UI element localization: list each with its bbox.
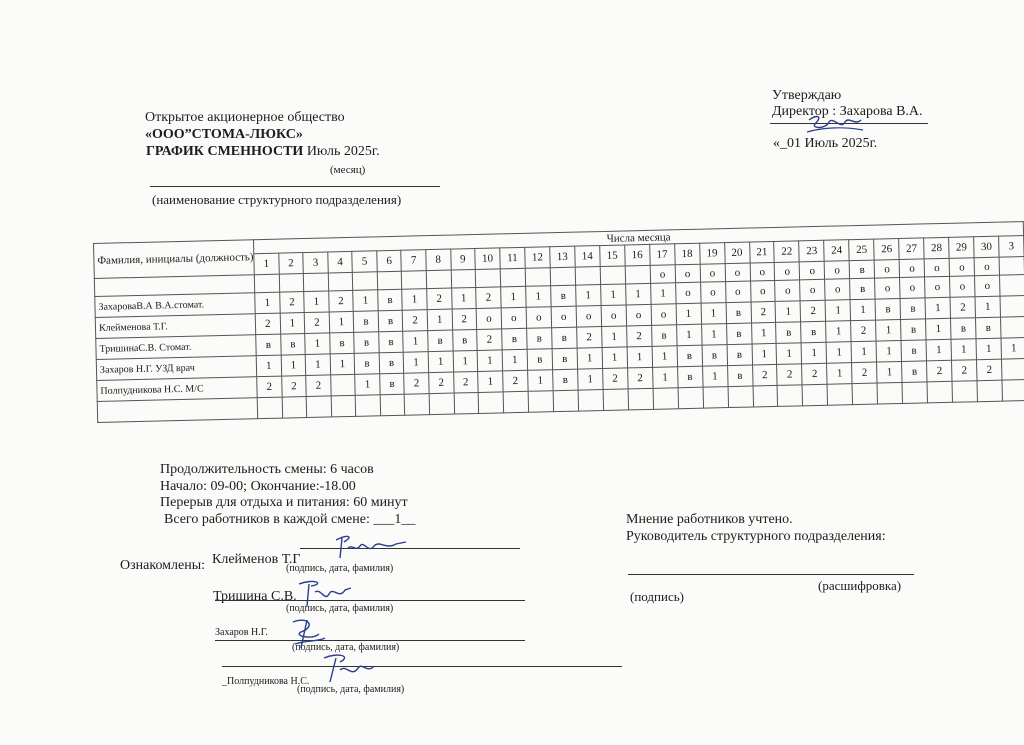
shift-cell: в [378,310,403,332]
shift-cell: 1 [627,346,652,368]
director-label: Директор : Захарова В.А. [772,104,923,119]
shift-cell: в [378,289,403,311]
day-header-cell: 26 [874,239,899,261]
shift-cell: в [726,302,751,324]
header-mark-cell [426,270,451,289]
shift-cell: 1 [451,287,476,309]
dept-line [150,186,440,187]
shift-cell: 2 [403,310,428,332]
header-mark-cell: о [924,258,949,277]
shift-cell: 1 [826,342,851,364]
approval-date: «_01 Июль 2025г. [773,136,878,151]
shift-cell: 1 [676,324,701,346]
day-header-cell: 25 [849,239,874,261]
acknowledged-label: Ознакомлены: [120,558,206,573]
shift-cell: в [900,298,925,320]
title-period: Июль 2025г. [303,144,380,159]
day-header-cell: 29 [949,237,974,259]
header-mark-cell [525,268,550,287]
empty-cell [977,380,1002,402]
shift-cell: в [379,331,404,353]
ack-caption-1: (подпись, дата, фамилия) [286,563,394,574]
empty-cell [553,390,578,412]
shift-cell: о [975,275,1000,297]
shift-cell: в [354,311,379,333]
ack-person-4: _Полпудникова Н.С. [222,676,310,687]
shift-cell: в [256,334,281,356]
shift-cell: 1 [255,292,280,314]
shift-cell: 2 [429,372,454,394]
shift-cell: 1 [925,297,950,319]
empty-cell [454,392,479,414]
shift-cell: 1 [676,303,701,325]
empty-cell [528,391,553,413]
opinion-decode-caption: (расшифровка) [818,578,902,593]
empty-cell [97,398,258,423]
employee-name: Захаров Н.Г. УЗД врач [96,356,257,381]
shift-cell: 1 [526,286,551,308]
shift-cell: 2 [576,327,601,349]
shift-cell: в [901,340,926,362]
shift-cell: 1 [826,321,851,343]
shift-cell: о [675,282,700,304]
shift-cell: 2 [802,363,827,385]
shift-cell: в [727,344,752,366]
header-mark-cell [279,274,304,293]
shift-cell: 2 [602,368,627,390]
company-type: Открытое акционерное общество [145,110,345,125]
shift-cell: в [452,329,477,351]
opinion-sign-caption: (подпись) [630,589,684,604]
shift-cell: 1 [926,339,951,361]
title-bold: ГРАФИК СМЕННОСТИ [146,144,304,159]
shift-cell: 1 [702,366,727,388]
day-header-cell: 17 [649,244,674,266]
shift-cell [1002,359,1024,381]
shift-cell: в [776,322,801,344]
shift-cell: в [677,345,702,367]
shift-cell: 2 [281,376,306,398]
shift-cell: 1 [602,347,627,369]
day-header-cell: 4 [328,251,353,273]
shift-cell: о [875,278,900,300]
day-header-cell: 20 [724,242,749,264]
shift-cell: 2 [279,292,304,314]
shift-cell: 2 [800,300,825,322]
header-mark-cell [353,272,378,291]
shift-cell: в [355,353,380,375]
day-header-cell: 9 [450,249,475,271]
day-header-cell: 18 [674,243,699,265]
shift-cell: 1 [951,339,976,361]
shift-cell: о [750,280,775,302]
shift-cell: в [527,349,552,371]
shift-cell: в [379,352,404,374]
empty-cell [503,391,528,413]
empty-cell [1002,380,1024,402]
header-mark-cell [328,272,353,291]
shift-cell: 1 [478,371,503,393]
approve-label: Утверждаю [772,88,842,103]
header-mark-cell: о [974,257,999,276]
empty-cell [429,393,454,415]
empty-cell [405,394,430,416]
empty-cell [952,381,977,403]
shift-cell: в [727,365,752,387]
shift-cell [1000,296,1024,318]
shift-cell: 1 [751,322,776,344]
empty-cell [380,394,405,416]
shift-cell: в [552,348,577,370]
shift-cell: в [280,334,305,356]
shift-cell: о [476,308,501,330]
employee-name: ЗахароваВ.А В.А.стомат. [95,293,256,318]
shift-cell: 2 [427,288,452,310]
shift-cell: 1 [329,311,354,333]
empty-cell [653,388,678,410]
shift-cell: 2 [328,290,353,312]
shift-cell: в [551,285,576,307]
header-mark-cell: о [725,263,750,282]
header-mark-cell: о [775,262,800,281]
shift-cell [1001,317,1024,339]
day-header-cell: 28 [924,237,949,259]
empty-cell [578,390,603,412]
shift-cell: о [501,307,526,329]
day-header-cell: 23 [799,240,824,262]
signature-trishina [295,578,355,610]
shift-cell: 1 [256,355,281,377]
shift-cell [1000,275,1024,297]
shift-cell: 1 [825,300,850,322]
shift-cell: о [576,306,601,328]
day-header-cell: 12 [525,247,550,269]
header-mark-cell [600,266,625,285]
header-mark-cell: о [825,261,850,280]
header-mark-cell [575,267,600,286]
header-mark-cell [550,267,575,286]
company-name: «ООО”СТОМА-ЛЮКС» [145,127,303,142]
shift-cell: 1 [701,324,726,346]
opinion-line-1: Мнение работников учтено. [626,512,793,527]
empty-cell [331,395,356,417]
shift-cell: в [976,317,1001,339]
employee-name: Полпудникова Н.С. М/С [97,377,258,402]
header-mark-cell: о [750,262,775,281]
period-caption: (месяц) [330,164,366,176]
shift-cell: 1 [403,331,428,353]
shift-cell: 2 [852,362,877,384]
day-header-cell: 21 [749,241,774,263]
shift-cell: 1 [330,353,355,375]
shift-duration: Продолжительность смены: 6 часов [160,462,374,477]
header-mark-cell: о [899,259,924,278]
shift-cell: 1 [876,340,901,362]
empty-cell [282,397,307,419]
shift-cell: 1 [776,301,801,323]
shift-cell: 2 [950,297,975,319]
shift-cell: в [901,319,926,341]
shift-cell: в [502,328,527,350]
empty-cell [603,389,628,411]
shift-cell: 1 [625,283,650,305]
shift-cell: 2 [452,308,477,330]
shift-cell: в [850,278,875,300]
header-mark-cell [475,269,500,288]
signature-polpudnikova [318,652,378,686]
header-mark-cell [304,273,329,292]
empty-cell [628,388,653,410]
header-mark-cell [377,271,402,290]
shift-cell: о [775,280,800,302]
day-header-cell: 3 [999,236,1024,258]
shift-cell: 1 [600,284,625,306]
header-mark-cell [999,257,1024,276]
shift-cell: 2 [751,301,776,323]
ack-person-2: Тришина С.В. [213,589,297,604]
shift-cell: 1 [926,318,951,340]
shift-cell: 1 [652,367,677,389]
shift-cell: 2 [404,373,429,395]
document-title [146,144,380,160]
shift-cell: 1 [355,374,380,396]
shift-cell: в [329,332,354,354]
shift-cell: в [380,373,405,395]
shift-cell: 1 [752,343,777,365]
day-header-cell: 11 [500,247,525,269]
ack-line-3 [215,640,525,641]
shift-cell: 2 [306,375,331,397]
days-header: Числа месяца [254,222,1024,254]
empty-cell [778,385,803,407]
shift-cell [330,374,355,396]
shift-cell: о [825,279,850,301]
shift-cell: 1 [477,350,502,372]
shift-cell: о [800,279,825,301]
shift-cell: 1 [975,296,1000,318]
shift-cell: о [900,277,925,299]
header-mark-cell: о [874,260,899,279]
shift-cell: в [553,369,578,391]
header-mark-cell [402,271,427,290]
header-mark-cell [254,274,279,293]
shift-cell: 2 [453,371,478,393]
empty-cell [257,397,282,419]
shift-cell: 2 [257,376,282,398]
day-header-cell: 2 [278,253,303,275]
empty-cell [852,383,877,405]
shift-cell: 1 [601,326,626,348]
shift-cell: 1 [305,333,330,355]
shift-cell: о [551,306,576,328]
shift-cell: 2 [503,370,528,392]
shift-cell: 2 [952,360,977,382]
shift-cell: 1 [652,346,677,368]
day-header-cell: 5 [352,251,377,273]
shift-cell: в [354,332,379,354]
shift-cell: в [651,325,676,347]
signature-kleimenov [330,532,410,562]
shift-cell: 1 [577,348,602,370]
day-header-cell: 10 [475,248,500,270]
shift-cell: 1 [877,361,902,383]
empty-cell [877,382,902,404]
opinion-sign-line [628,574,914,575]
workers-per-shift: Всего работников в каждой смене: ___1__ [164,512,416,527]
empty-cell [355,395,380,417]
shift-cell: 1 [650,283,675,305]
shift-cell: 1 [453,350,478,372]
employee-name: ТришинаС.В. Стомат. [96,335,257,360]
shift-cell: 1 [501,286,526,308]
shift-cell: о [700,282,725,304]
shift-cell: в [527,328,552,350]
shift-cell: о [626,304,651,326]
shift-cell: 1 [1001,338,1024,360]
shift-cell: 2 [626,325,651,347]
ack-person-3: Захаров Н.Г. [215,627,268,638]
empty-cell [478,392,503,414]
shift-cell: 1 [404,352,429,374]
empty-cell [827,384,852,406]
empty-cell [306,396,331,418]
shift-cell: 1 [976,338,1001,360]
shift-schedule-table [93,221,1024,423]
shift-cell: 1 [305,354,330,376]
shift-cell: в [902,361,927,383]
shift-hours: Начало: 09-00; Окончание:-18.00 [160,479,356,494]
shift-cell: 2 [627,367,652,389]
dept-caption: (наименование структурного подразделения) [152,192,402,207]
shift-cell: 2 [304,312,329,334]
ack-caption-3: (подпись, дата, фамилия) [292,642,400,653]
shift-cell: 1 [777,343,802,365]
shift-cell: о [950,276,975,298]
shift-cell: 1 [801,342,826,364]
day-header-cell: 27 [899,238,924,260]
header-mark-cell [500,268,525,287]
ack-caption-2: (подпись, дата, фамилия) [286,603,394,614]
shift-cell: 1 [575,285,600,307]
header-mark-cell: о [650,265,675,284]
shift-cell: 1 [577,369,602,391]
day-header-cell: 7 [401,250,426,272]
shift-cell: 1 [850,299,875,321]
break-info: Перерыв для отдыха и питания: 60 минут [160,495,408,510]
shift-cell: 1 [281,355,306,377]
header-mark-cell: в [849,260,874,279]
day-header-cell: 30 [974,236,999,258]
day-header-cell: 14 [575,246,600,268]
day-header-cell: 1 [254,253,279,275]
shift-cell: 2 [476,287,501,309]
header-mark-cell: о [949,258,974,277]
shift-cell: в [702,345,727,367]
day-header-cell: 8 [426,249,451,271]
day-header-cell: 22 [774,241,799,263]
shift-cell: 1 [851,341,876,363]
shift-cell: 1 [701,303,726,325]
shift-cell: в [801,321,826,343]
shift-cell: в [552,327,577,349]
name-header: Фамилия, инициалы (должность) [94,240,255,279]
shift-cell: 1 [428,351,453,373]
empty-cell [678,387,703,409]
header-mark-cell: о [800,261,825,280]
shift-cell: 2 [255,313,280,335]
shift-cell: 1 [304,291,329,313]
day-header-cell: 6 [377,250,402,272]
day-header-cell: 3 [303,252,328,274]
shift-cell: о [725,281,750,303]
shift-cell: 2 [477,329,502,351]
employee-name: Клейменова Т.Г. [95,314,256,339]
day-header-cell: 15 [599,245,624,267]
header-mark-cell: о [675,264,700,283]
shift-cell: о [925,276,950,298]
ack-caption-4: (подпись, дата, фамилия) [297,684,405,695]
day-header-cell: 16 [624,244,649,266]
header-mark-cell: о [700,264,725,283]
shift-cell: о [526,307,551,329]
shift-cell: в [428,330,453,352]
empty-cell [728,386,753,408]
shift-cell: 1 [427,309,452,331]
shift-cell: о [601,305,626,327]
shift-cell: 1 [280,313,305,335]
ack-line-2 [215,600,525,601]
signature-zakharov [287,616,329,652]
shift-cell: о [651,304,676,326]
shift-cell: в [951,318,976,340]
shift-cell: 2 [777,364,802,386]
empty-cell [802,384,827,406]
day-header-cell: 13 [550,246,575,268]
shift-cell: 1 [528,370,553,392]
shift-cell: в [875,298,900,320]
ack-line-4 [222,666,622,667]
day-header-cell: 24 [824,240,849,262]
empty-cell [753,385,778,407]
empty-cell [927,381,952,403]
ack-person-1: Клейменов Т.Г [212,552,301,567]
shift-cell: 2 [752,364,777,386]
empty-cell [902,382,927,404]
empty-cell [703,387,728,409]
shift-cell: 1 [353,290,378,312]
shift-cell: 1 [827,363,852,385]
shift-cell: в [726,323,751,345]
director-signature [805,112,865,140]
shift-cell: 2 [977,359,1002,381]
header-mark-cell [451,270,476,289]
shift-cell: 1 [402,289,427,311]
opinion-line-2: Руководитель структурного подразделения: [626,529,886,544]
header-mark-cell [625,265,650,284]
day-header-cell: 19 [699,243,724,265]
shift-cell: 2 [851,320,876,342]
shift-cell: в [677,366,702,388]
shift-cell: 1 [876,319,901,341]
shift-cell: 1 [502,349,527,371]
shift-cell: 2 [927,360,952,382]
